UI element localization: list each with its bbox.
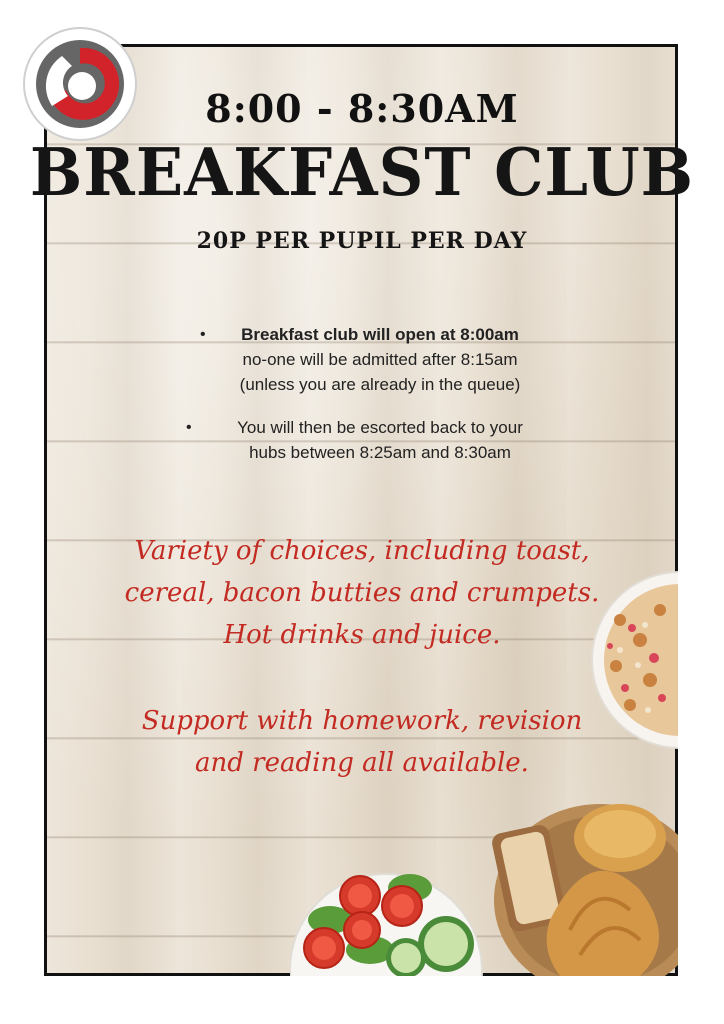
bullet-1-line-2: (unless you are already in the queue) bbox=[239, 375, 521, 394]
bread-basket-image bbox=[490, 780, 678, 976]
time-heading: 8:00 - 8:30AM bbox=[205, 86, 519, 131]
script-line: Support with homework, revision bbox=[141, 706, 583, 736]
bullet-1-bold: Breakfast club will open at 8:00am bbox=[241, 325, 519, 344]
script-line: cereal, bacon butties and crumpets. bbox=[124, 578, 600, 608]
bullet-dot: • bbox=[186, 419, 192, 436]
bullet-2-line-2: hubs between 8:25am and 8:30am bbox=[249, 443, 511, 462]
list-item bbox=[200, 322, 560, 397]
script-line: Hot drinks and juice. bbox=[223, 620, 501, 650]
cereal-bowl-image bbox=[590, 570, 678, 750]
bullet-2-line-1: You will then be escorted back to your bbox=[237, 418, 523, 437]
script-line: Variety of choices, including toast, bbox=[134, 536, 590, 566]
bullet-1-line-1: no-one will be admitted after 8:15am bbox=[242, 350, 518, 369]
bullet-dot: • bbox=[200, 326, 206, 343]
price-subtitle: 20P PER PUPIL PER DAY bbox=[196, 228, 528, 254]
salad-plate-image bbox=[290, 860, 490, 976]
list-item bbox=[195, 415, 565, 465]
page-title: BREAKFAST CLUB bbox=[29, 134, 695, 211]
script-line: and reading all available. bbox=[195, 748, 529, 778]
